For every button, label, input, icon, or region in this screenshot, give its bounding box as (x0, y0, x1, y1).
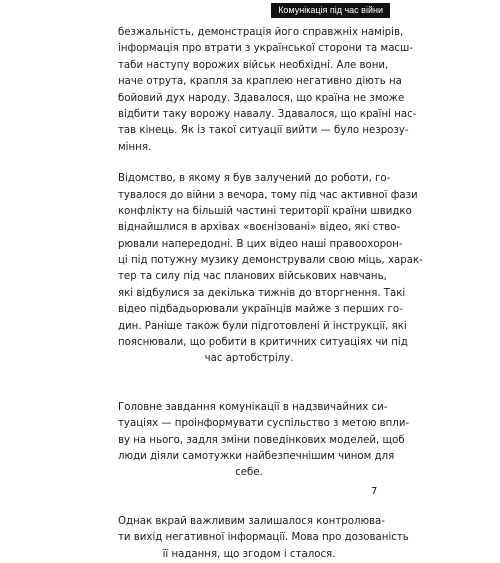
body-text (118, 25, 423, 563)
text-line: люди діяли самотужки найбезпечнішим чином для (118, 450, 395, 462)
page-number: 7 (371, 486, 378, 497)
paragraph-1 (118, 25, 417, 156)
text-line: бойовий дух народу. Здавалося, що країна не зможе (118, 92, 405, 104)
running-header: Комунікація під час війни (271, 3, 390, 18)
text-line: тувалося до війни з вечора, тому під час активної фази (118, 189, 418, 201)
text-line: безжальність, демонстрація його справжніх намірів, (118, 27, 404, 38)
text-line: ці під потужну музику демонстрували свою міць, харак- (118, 255, 423, 267)
text-line: таби наступу ворожих військ необхідні. Але вони, (118, 59, 389, 71)
text-line: віднайшлися в архівах «воєнізовані» відео, які ство- (118, 222, 401, 234)
text-line: які відбулися за декілька тижнів до вторгнення. Такі (118, 287, 406, 299)
paragraph-2 (118, 171, 423, 368)
text-line: Однак вкрай важливим залишалося контролюва- (118, 515, 385, 527)
text-line: відео підбадьорювали українців майже з перших го- (118, 304, 403, 316)
text-line: дин. Раніше також були підготовлені й інструкції, які (118, 320, 407, 332)
text-line: себе. (235, 467, 263, 479)
text-line: наче отрута, крапля за краплею негативно діють на (118, 76, 402, 88)
text-line: туаціях — проінформувати суспільство з метою впли- (118, 418, 410, 430)
text-line: міння. (118, 141, 152, 153)
text-line: час артобстрілу. (204, 353, 294, 365)
text-line: рювали напередодні. В цих відео наші правоохорон- (118, 238, 403, 250)
text-line: тер та силу під час планових військових навчань, (118, 271, 387, 283)
text-line: ти вихід негативної інформації. Мова про дозованість (118, 532, 409, 544)
paragraph-4 (118, 514, 409, 563)
text-line: інформація про втрати з української сторони та масш- (118, 43, 414, 55)
text-line: Головне завдання комунікації в надзвичайних си- (118, 401, 388, 413)
text-line: відбити таку ворожу навалу. Здавалося, що країні нас- (118, 108, 417, 120)
text-line: конфлікту на більшій частині території країни швидко (118, 205, 412, 217)
text-line: її надання, що згодом і сталося. (162, 548, 336, 560)
paragraph-3 (118, 400, 410, 482)
text-line: пояснювали, що робити в критичних ситуаціях чи під (118, 337, 408, 349)
text-line: Відомство, в якому я був залучений до роботи, го- (118, 173, 391, 185)
text-line: ву на нього, задля зміни поведінкових моделей, щоб (118, 434, 405, 446)
text-line: тав кінець. Як із такої ситуації вийти — було незрозу- (118, 125, 409, 137)
